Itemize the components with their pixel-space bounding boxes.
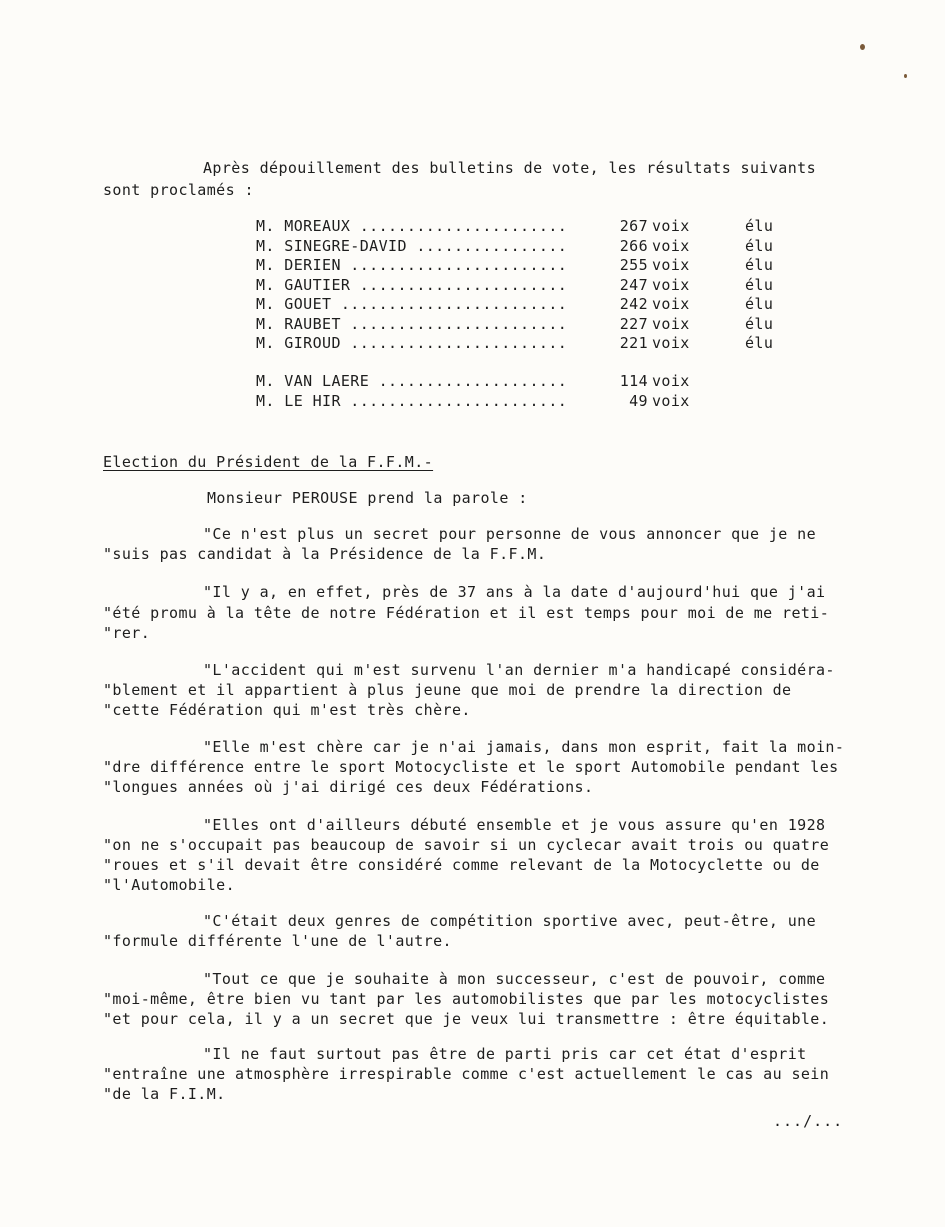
paragraph-line: "on ne s'occupait pas beaucoup de savoir si un cyclecar avait trois ou quatre <box>103 836 830 854</box>
vote-count: 242 <box>619 295 648 313</box>
paragraph-line: "blement et il appartient à plus jeune que moi de prendre la direction de <box>103 681 792 699</box>
vote-unit: voix <box>652 295 690 313</box>
paragraph-line: "Il y a, en effet, près de 37 ans à la date d'aujourd'hui que j'ai <box>203 583 826 601</box>
continuation-mark: .../... <box>773 1112 844 1130</box>
paragraph-line: "suis pas candidat à la Présidence de la F.F.M. <box>103 545 547 563</box>
paragraph-line: "Tout ce que je souhaite à mon successeur, c'est de pouvoir, comme <box>203 970 826 988</box>
intro-line: Après dépouillement des bulletins de vote, les résultats suivants <box>203 159 816 177</box>
result-row <box>256 315 816 335</box>
vote-count: 247 <box>619 275 648 294</box>
vote-count: 255 <box>619 256 648 274</box>
paragraph-line: "Elles ont d'ailleurs débuté ensemble et je vous assure qu'en 1928 <box>203 816 826 834</box>
intro-line: sont proclamés : <box>103 181 254 199</box>
elected-status: élu <box>745 295 774 313</box>
paragraph-line: "L'accident qui m'est survenu l'an dernier m'a handicapé considéra- <box>203 661 835 679</box>
vote-unit: voix <box>652 275 690 294</box>
result-row <box>256 392 816 412</box>
paragraph-line: "roues et s'il devait être considéré comme relevant de la Motocyclette ou de <box>103 856 820 874</box>
result-row <box>256 295 816 315</box>
elected-status: élu <box>745 217 774 235</box>
vote-count: 221 <box>619 334 648 352</box>
elected-status: élu <box>745 314 774 333</box>
paragraph-line: "de la F.I.M. <box>103 1085 226 1103</box>
vote-count: 227 <box>619 314 648 333</box>
speaker-line: Monsieur PEROUSE prend la parole : <box>207 489 528 507</box>
vote-count: 114 <box>619 372 648 390</box>
vote-unit: voix <box>652 217 690 235</box>
paragraph-line: "Elle m'est chère car je n'ai jamais, dans mon esprit, fait la moin- <box>203 738 845 756</box>
vote-unit: voix <box>652 334 690 352</box>
paragraph-line: "longues années où j'ai dirigé ces deux Fédérations. <box>103 778 594 796</box>
candidate-name: M. GIROUD ....................... <box>256 334 568 352</box>
section-heading: Election du Président de la F.F.M.- <box>103 453 434 471</box>
paragraph-line: "Il ne faut surtout pas être de parti pris car cet état d'esprit <box>203 1045 807 1063</box>
result-row <box>256 237 816 257</box>
vote-count: 267 <box>619 217 648 235</box>
ink-spot <box>860 44 865 50</box>
result-row <box>256 256 816 276</box>
paragraph-line: "C'était deux genres de compétition sportive avec, peut-être, une <box>203 912 816 930</box>
vote-unit: voix <box>652 236 690 255</box>
paragraph-line: "formule différente l'une de l'autre. <box>103 932 452 950</box>
candidate-name: M. MOREAUX ...................... <box>256 217 568 235</box>
paragraph-line: "entraîne une atmosphère irrespirable comme c'est actuellement le cas au sein <box>103 1065 830 1083</box>
ink-spot <box>904 74 907 78</box>
elected-status: élu <box>745 334 774 352</box>
paragraph-line: "été promu à la tête de notre Fédération et il est temps pour moi de me reti- <box>103 604 830 622</box>
paragraph-line: "dre différence entre le sport Motocycliste et le sport Automobile pendant les <box>103 758 839 776</box>
candidate-name: M. SINEGRE-DAVID ................ <box>256 236 568 255</box>
candidate-name: M. GAUTIER ...................... <box>256 275 568 294</box>
result-row <box>256 217 816 237</box>
vote-count: 49 <box>629 391 648 410</box>
paragraph-line: "l'Automobile. <box>103 876 236 894</box>
vote-unit: voix <box>652 256 690 274</box>
elected-status: élu <box>745 275 774 294</box>
elected-status: élu <box>745 236 774 255</box>
result-row <box>256 276 816 296</box>
candidate-name: M. GOUET ........................ <box>256 295 568 313</box>
vote-unit: voix <box>652 372 690 390</box>
elected-status: élu <box>745 256 774 274</box>
result-row <box>256 334 816 354</box>
candidate-name: M. DERIEN ....................... <box>256 256 568 274</box>
paragraph-line: "cette Fédération qui m'est très chère. <box>103 701 471 719</box>
vote-unit: voix <box>652 314 690 333</box>
paragraph-line: "Ce n'est plus un secret pour personne de vous annoncer que je ne <box>203 525 816 543</box>
paragraph-line: "moi-même, être bien vu tant par les automobilistes que par les motocyclistes <box>103 990 830 1008</box>
paragraph-line: "rer. <box>103 624 151 642</box>
vote-unit: voix <box>652 391 690 410</box>
paragraph-line: "et pour cela, il y a un secret que je veux lui transmettre : être équitable. <box>103 1010 830 1028</box>
result-row <box>256 372 816 392</box>
vote-count: 266 <box>619 236 648 255</box>
candidate-name: M. RAUBET ....................... <box>256 314 568 333</box>
candidate-name: M. LE HIR ....................... <box>256 391 568 410</box>
candidate-name: M. VAN LAERE .................... <box>256 372 568 390</box>
